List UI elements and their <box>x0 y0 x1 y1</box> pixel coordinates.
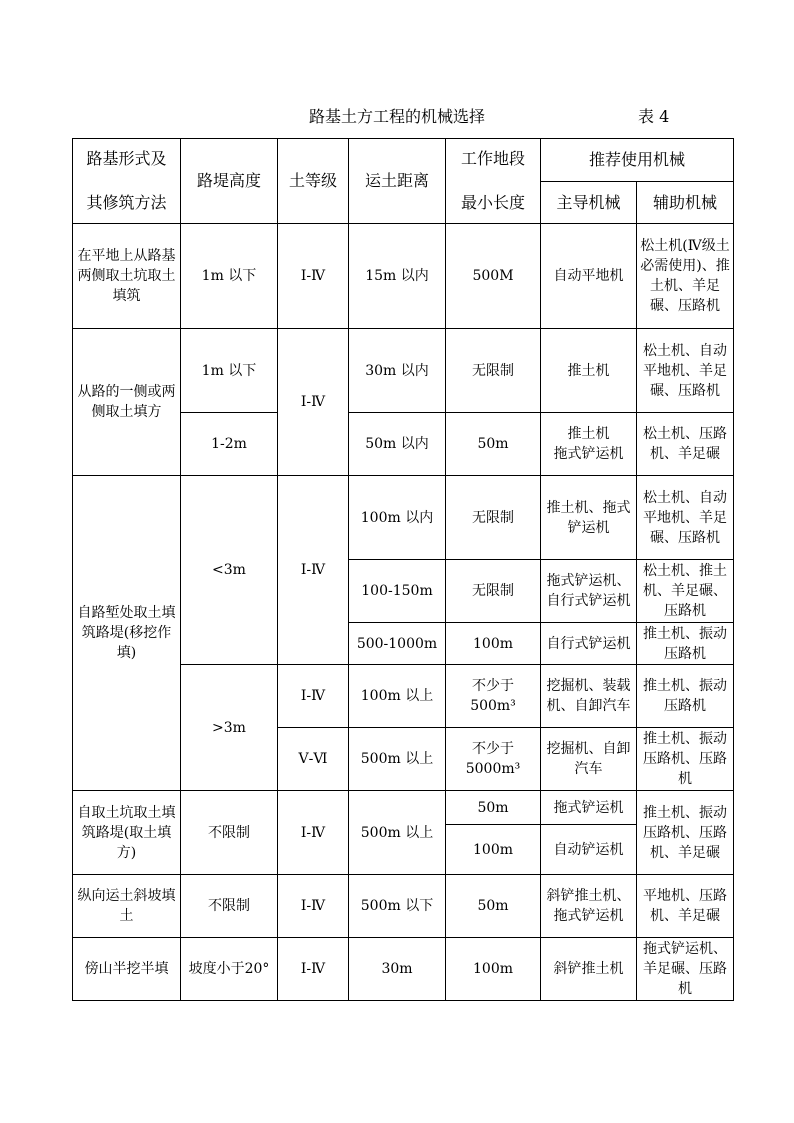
soil-cell: Ⅰ-Ⅳ <box>278 791 349 875</box>
header-row-1 <box>73 139 734 182</box>
height-cell: >3m <box>181 665 278 791</box>
height-cell: 1m 以下 <box>181 329 278 413</box>
minlen-cell: 无限制 <box>446 476 541 560</box>
height-cell: 1-2m <box>181 413 278 476</box>
main-cell: 斜铲推土机、拖式铲运机 <box>541 875 637 938</box>
minlen-line1: 不少于 <box>472 678 514 694</box>
header-height: 路堤高度 <box>181 139 278 224</box>
height-cell: 不限制 <box>181 875 278 938</box>
header-aux: 辅助机械 <box>637 182 734 224</box>
aux-cell: 松土机(Ⅳ级土必需使用)、推土机、羊足碾、压路机 <box>637 224 734 329</box>
aux-cell: 松土机、推土机、羊足碾、压路机 <box>637 560 734 623</box>
distance-cell: 50m 以内 <box>349 413 446 476</box>
table-number: 表 4 <box>638 107 670 126</box>
minlen-cell: 无限制 <box>446 560 541 623</box>
minlen-cell <box>446 728 541 791</box>
minlen-cell: 100m <box>446 623 541 665</box>
header-main: 主导机械 <box>541 182 637 224</box>
table-row <box>73 224 734 329</box>
distance-cell: 500m 以下 <box>349 875 446 938</box>
main-cell: 自动铲运机 <box>541 825 637 875</box>
minlen-cell: 100m <box>446 825 541 875</box>
header-minlen-line2: 最小长度 <box>460 193 525 212</box>
form-cell: 从路的一侧或两侧取土填方 <box>73 329 181 476</box>
main-cell: 拖式铲运机 <box>541 791 637 825</box>
soil-cell: Ⅰ-Ⅳ <box>278 938 349 1001</box>
main-cell: 挖掘机、装载机、自卸汽车 <box>541 665 637 728</box>
distance-cell: 100m 以上 <box>349 665 446 728</box>
aux-cell: 平地机、压路机、羊足碾 <box>637 875 734 938</box>
aux-cell: 松土机、压路机、羊足碾 <box>637 413 734 476</box>
aux-cell: 拖式铲运机、羊足碾、压路机 <box>637 938 734 1001</box>
table-row <box>73 875 734 938</box>
aux-cell: 推土机、振动压路机、压路机、羊足碾 <box>637 791 734 875</box>
height-cell: <3m <box>181 476 278 665</box>
aux-cell: 推土机、振动压路机 <box>637 623 734 665</box>
main-cell: 推土机、拖式铲运机 <box>541 476 637 560</box>
minlen-line2: 5000m³ <box>465 761 521 777</box>
height-cell: 1m 以下 <box>181 224 278 329</box>
header-recommend: 推荐使用机械 <box>541 139 734 182</box>
table-row <box>73 476 734 560</box>
main-cell: 斜铲推土机 <box>541 938 637 1001</box>
minlen-cell: 无限制 <box>446 329 541 413</box>
machinery-table <box>72 138 734 1001</box>
minlen-cell: 100m <box>446 938 541 1001</box>
form-cell: 在平地上从路基两侧取土坑取土填筑 <box>73 224 181 329</box>
minlen-cell: 50m <box>446 875 541 938</box>
main-cell: 自动平地机 <box>541 224 637 329</box>
minlen-line1: 不少于 <box>472 741 514 757</box>
distance-cell: 30m 以内 <box>349 329 446 413</box>
main-line2: 拖式铲运机 <box>553 446 624 462</box>
form-cell: 傍山半挖半填 <box>73 938 181 1001</box>
distance-cell: 500m 以上 <box>349 728 446 791</box>
main-cell <box>541 413 637 476</box>
distance-cell: 100-150m <box>349 560 446 623</box>
minlen-cell: 50m <box>446 791 541 825</box>
header-minlen-line1: 工作地段 <box>460 149 525 168</box>
main-cell: 拖式铲运机、自行式铲运机 <box>541 560 637 623</box>
distance-cell: 30m <box>349 938 446 1001</box>
minlen-cell: 50m <box>446 413 541 476</box>
soil-cell: Ⅰ-Ⅳ <box>278 224 349 329</box>
distance-cell: 500-1000m <box>349 623 446 665</box>
distance-cell: 100m 以内 <box>349 476 446 560</box>
minlen-cell: 500M <box>446 224 541 329</box>
form-cell: 自取土坑取土填筑路堤(取土填方) <box>73 791 181 875</box>
height-cell: 坡度小于20° <box>181 938 278 1001</box>
aux-cell: 推土机、振动压路机 <box>637 665 734 728</box>
table-row <box>73 938 734 1001</box>
soil-cell: Ⅰ-Ⅳ <box>278 476 349 665</box>
main-line1: 推土机 <box>567 426 610 442</box>
soil-cell: Ⅰ-Ⅳ <box>278 665 349 728</box>
header-form-line2: 其修筑方法 <box>86 193 167 212</box>
aux-cell: 松土机、自动平地机、羊足碾、压路机 <box>637 329 734 413</box>
header-minlen <box>446 139 541 224</box>
header-form-line1: 路基形式及 <box>86 149 167 168</box>
minlen-cell <box>446 665 541 728</box>
soil-cell: Ⅰ-Ⅳ <box>278 329 349 476</box>
table-row <box>73 791 734 825</box>
page-title: 路基土方工程的机械选择 <box>308 107 485 126</box>
table-row <box>73 329 734 413</box>
header-form <box>73 139 181 224</box>
header-distance: 运土距离 <box>349 139 446 224</box>
minlen-line2: 500m³ <box>470 698 516 714</box>
main-cell: 推土机 <box>541 329 637 413</box>
aux-cell: 推土机、振动压路机、压路机 <box>637 728 734 791</box>
form-cell: 自路堑处取土填筑路堤(移挖作填) <box>73 476 181 791</box>
main-cell: 挖掘机、自卸汽车 <box>541 728 637 791</box>
form-cell: 纵向运土斜坡填土 <box>73 875 181 938</box>
distance-cell: 500m 以上 <box>349 791 446 875</box>
distance-cell: 15m 以内 <box>349 224 446 329</box>
soil-cell: Ⅴ-Ⅵ <box>278 728 349 791</box>
header-soil: 土等级 <box>278 139 349 224</box>
height-cell: 不限制 <box>181 791 278 875</box>
main-cell: 自行式铲运机 <box>541 623 637 665</box>
soil-cell: Ⅰ-Ⅳ <box>278 875 349 938</box>
aux-cell: 松土机、自动平地机、羊足碾、压路机 <box>637 476 734 560</box>
